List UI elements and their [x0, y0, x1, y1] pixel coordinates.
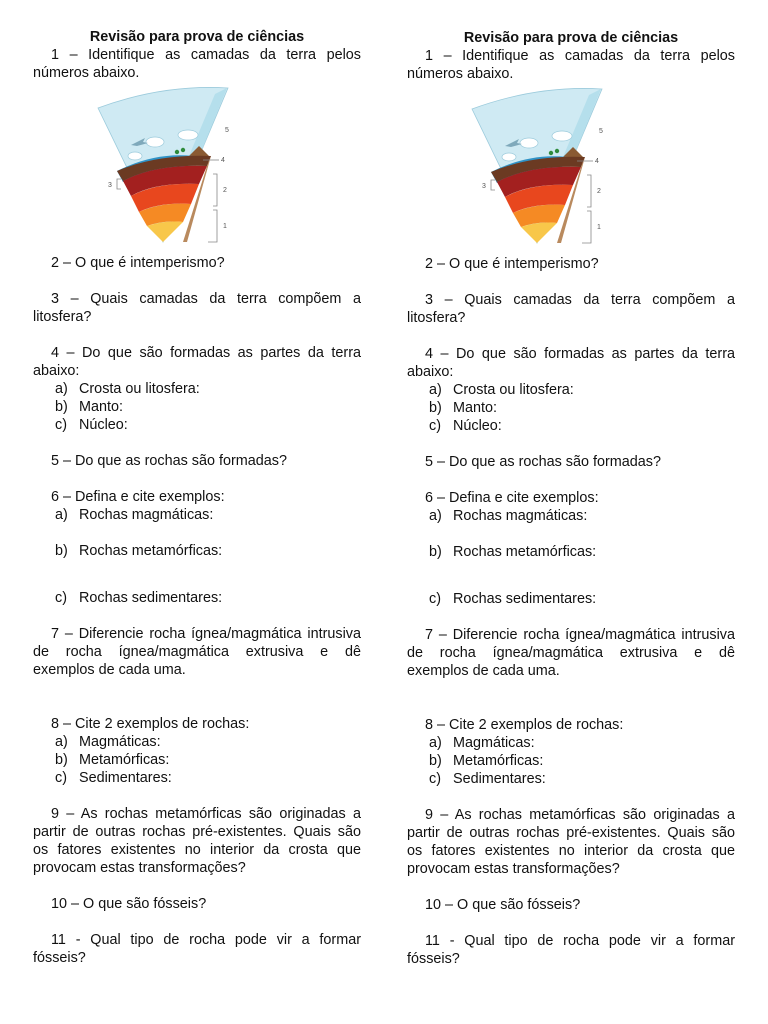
- tree-icon: [549, 151, 553, 155]
- list-item: a) Crosta ou litosfera:: [55, 381, 200, 397]
- bracket-2: [213, 174, 217, 206]
- label-1: 1: [597, 224, 601, 231]
- inner-core-layer: [147, 222, 183, 243]
- question-3: 3 – Quais camadas da terra compõem a litosfera?: [407, 292, 735, 326]
- label-4: 4: [221, 157, 225, 164]
- question-2: 2 – O que é intemperismo?: [51, 255, 225, 271]
- list-item: b) Rochas metamórficas:: [429, 544, 597, 560]
- bracket-2: [587, 175, 591, 207]
- cloud: [178, 130, 198, 140]
- inner-core-layer: [521, 223, 557, 244]
- question-5: 5 – Do que as rochas são formadas?: [51, 453, 287, 469]
- question-4-list: [407, 381, 735, 435]
- list-item: a) Magmáticas:: [55, 734, 161, 750]
- question-11: 11 - Qual tipo de rocha pode vir a formar fósseis?: [33, 932, 361, 966]
- question-7: 7 – Diferencie rocha ígnea/magmática intrusiva de rocha ígnea/magmática extrusiva e dê exemplos de cada uma.: [407, 627, 735, 679]
- earth-layers-diagram: [467, 87, 617, 245]
- question-5: 5 – Do que as rochas são formadas?: [425, 454, 661, 470]
- question-7: 7 – Diferencie rocha ígnea/magmática intrusiva de rocha ígnea/magmática extrusiva e dê exemplos de cada uma.: [33, 626, 361, 678]
- question-8-list: [407, 734, 735, 788]
- list-item: a) Crosta ou litosfera:: [429, 382, 574, 398]
- cloud: [146, 137, 164, 147]
- tree-icon: [555, 149, 559, 153]
- earth-layers-diagram: [93, 86, 243, 244]
- label-3: 3: [108, 182, 112, 189]
- worksheet-right: [407, 29, 735, 968]
- list-item: b) Metamórficas:: [55, 752, 170, 768]
- question-4-list: [33, 380, 361, 434]
- list-item: c) Sedimentares:: [429, 771, 546, 787]
- question-3: 3 – Quais camadas da terra compõem a litosfera?: [33, 291, 361, 325]
- label-4: 4: [595, 158, 599, 165]
- question-6-list: [33, 506, 361, 607]
- tree-icon: [175, 150, 179, 154]
- cloud: [502, 153, 516, 161]
- list-item: c) Núcleo:: [429, 418, 502, 434]
- question-2: 2 – O que é intemperismo?: [425, 256, 599, 272]
- earth-layers-figure: [407, 83, 735, 255]
- question-6-list: [407, 507, 735, 608]
- label-2: 2: [597, 188, 601, 195]
- list-item: c) Núcleo:: [55, 417, 128, 433]
- question-4: 4 – Do que são formadas as partes da terra abaixo:: [33, 345, 361, 379]
- list-item: a) Magmáticas:: [429, 735, 535, 751]
- question-11: 11 - Qual tipo de rocha pode vir a formar fósseis?: [407, 933, 735, 967]
- question-9: 9 – As rochas metamórficas são originadas a partir de outras rochas pré-existentes. Quais são os fatores existentes no interior da crosta que provocam estas transformações?: [407, 807, 735, 877]
- list-item: b) Manto:: [55, 399, 123, 415]
- list-item: c) Rochas sedimentares:: [429, 591, 597, 607]
- list-item: c) Sedimentares:: [55, 770, 172, 786]
- question-6: 6 – Defina e cite exemplos:: [51, 489, 225, 505]
- bracket-1: [582, 211, 591, 243]
- label-3: 3: [482, 183, 486, 190]
- list-item: b) Metamórficas:: [429, 753, 544, 769]
- label-2: 2: [223, 187, 227, 194]
- list-item: a) Rochas magmáticas:: [55, 507, 214, 523]
- question-8-list: [33, 733, 361, 787]
- question-1: 1 – Identifique as camadas da terra pelos números abaixo.: [407, 48, 735, 82]
- question-8: 8 – Cite 2 exemplos de rochas:: [425, 717, 624, 733]
- list-item: c) Rochas sedimentares:: [55, 590, 223, 606]
- list-item: b) Rochas metamórficas:: [55, 543, 223, 559]
- list-item: b) Manto:: [429, 400, 497, 416]
- label-1: 1: [223, 223, 227, 230]
- question-6: 6 – Defina e cite exemplos:: [425, 490, 599, 506]
- worksheet-left: [33, 28, 361, 967]
- tree-icon: [181, 148, 185, 152]
- question-8: 8 – Cite 2 exemplos de rochas:: [51, 716, 250, 732]
- bracket-1: [208, 210, 217, 242]
- page-title: Revisão para prova de ciências: [463, 30, 679, 46]
- question-1: 1 – Identifique as camadas da terra pelos números abaixo.: [33, 47, 361, 81]
- question-9: 9 – As rochas metamórficas são originadas a partir de outras rochas pré-existentes. Quais são os fatores existentes no interior da crosta que provocam estas transformações?: [33, 806, 361, 876]
- cloud: [552, 131, 572, 141]
- question-10: 10 – O que são fósseis?: [425, 897, 581, 913]
- question-4: 4 – Do que são formadas as partes da terra abaixo:: [407, 346, 735, 380]
- question-10: 10 – O que são fósseis?: [51, 896, 207, 912]
- list-item: a) Rochas magmáticas:: [429, 508, 588, 524]
- label-5: 5: [599, 128, 603, 135]
- cloud: [520, 138, 538, 148]
- cloud: [128, 152, 142, 160]
- label-5: 5: [225, 127, 229, 134]
- earth-layers-figure: [33, 82, 361, 254]
- bracket-3: [117, 179, 121, 189]
- page-title: Revisão para prova de ciências: [89, 29, 305, 45]
- bracket-3: [491, 180, 495, 190]
